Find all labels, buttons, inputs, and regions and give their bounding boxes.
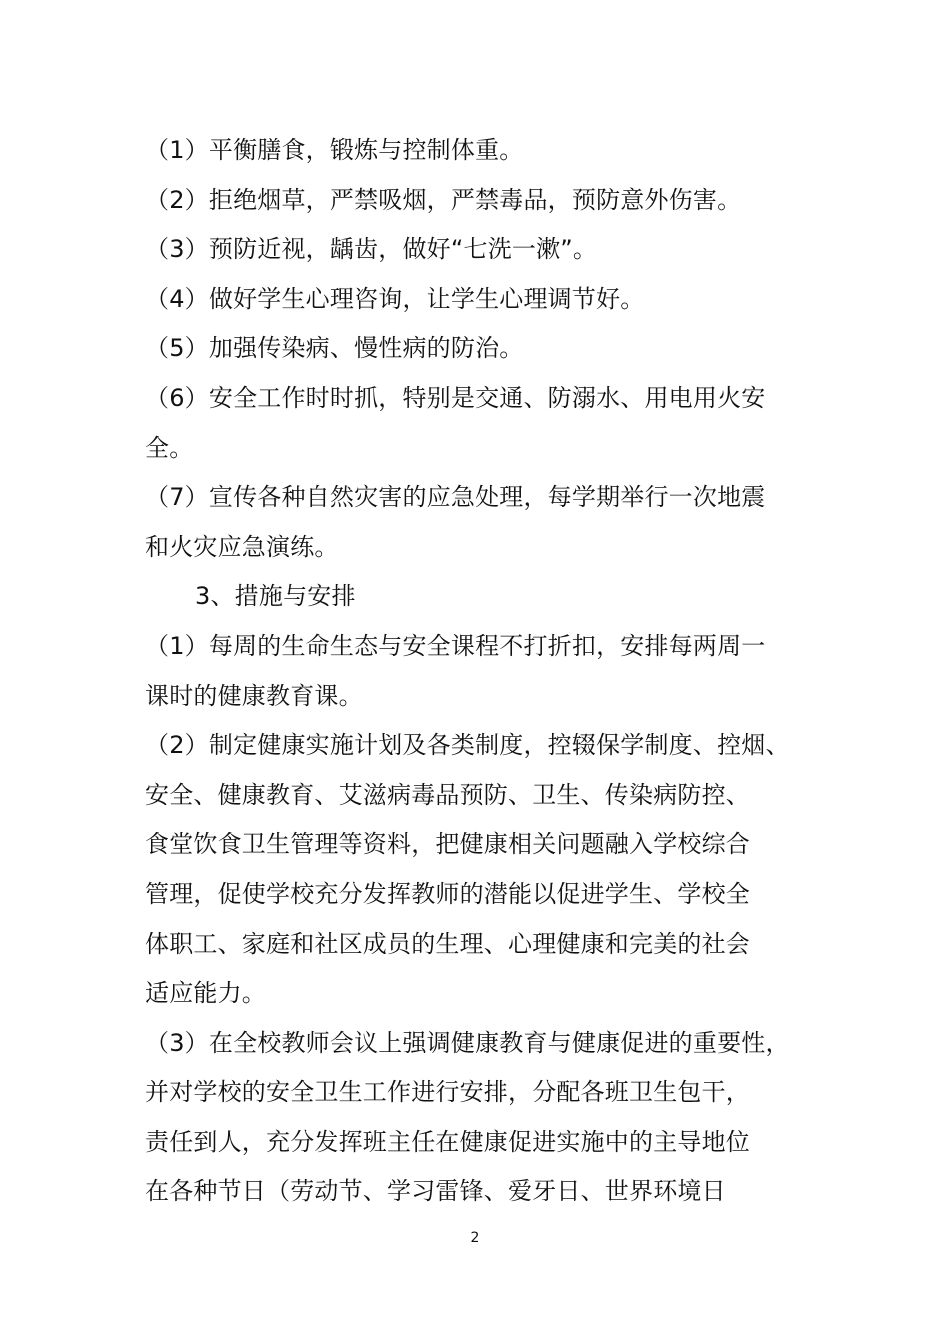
text-line: 责任到人，充分发挥班主任在健康促进实施中的主导地位 <box>145 1127 750 1156</box>
text-line: 体职工、家庭和社区成员的生理、心理健康和完美的社会 <box>145 929 750 958</box>
text-line: 管理，促使学校充分发挥教师的潜能以促进学生、学校全 <box>145 879 750 908</box>
text-line: （2）拒绝烟草，严禁吸烟，严禁毒品，预防意外伤害。 <box>145 185 742 214</box>
text-line: 课时的健康教育课。 <box>145 681 363 710</box>
text-line: （4）做好学生心理咨询，让学生心理调节好。 <box>145 284 645 313</box>
text-line: （1）平衡膳食，锻炼与控制体重。 <box>145 136 524 164</box>
text-line: （2）制定健康实施计划及各类制度，控辍保学制度、控烟、 <box>145 731 790 760</box>
text-line: 并对学校的安全卫生工作进行安排，分配各班卫生包干， <box>145 1078 750 1107</box>
document-body <box>145 126 835 1217</box>
text-line: 安全、健康教育、艾滋病毒品预防、卫生、传染病防控、 <box>145 780 750 809</box>
section-heading: 3、措施与安排 <box>195 582 356 611</box>
text-line: （6）安全工作时时抓，特别是交通、防溺水、用电用火安 <box>145 383 766 412</box>
text-line: （3）预防近视，龋齿，做好“七洗一漱”。 <box>145 235 598 264</box>
text-line: （3）在全校教师会议上强调健康教育与健康促进的重要性， <box>145 1028 790 1057</box>
text-line: 食堂饮食卫生管理等资料，把健康相关问题融入学校综合 <box>145 830 750 859</box>
text-line: 全。 <box>145 433 194 462</box>
text-line: （5）加强传染病、慢性病的防治。 <box>145 334 524 363</box>
text-line: 在各种节日（劳动节、学习雷锋、爱牙日、世界环境日 <box>145 1177 726 1206</box>
text-line: （1）每周的生命生态与安全课程不打折扣，安排每两周一 <box>145 631 766 660</box>
text-line: （7）宣传各种自然灾害的应急处理，每学期举行一次地震 <box>145 483 766 512</box>
page-number: 2 <box>470 1230 480 1246</box>
text-line: 和火灾应急演练。 <box>145 532 339 561</box>
text-line: 适应能力。 <box>145 979 266 1008</box>
